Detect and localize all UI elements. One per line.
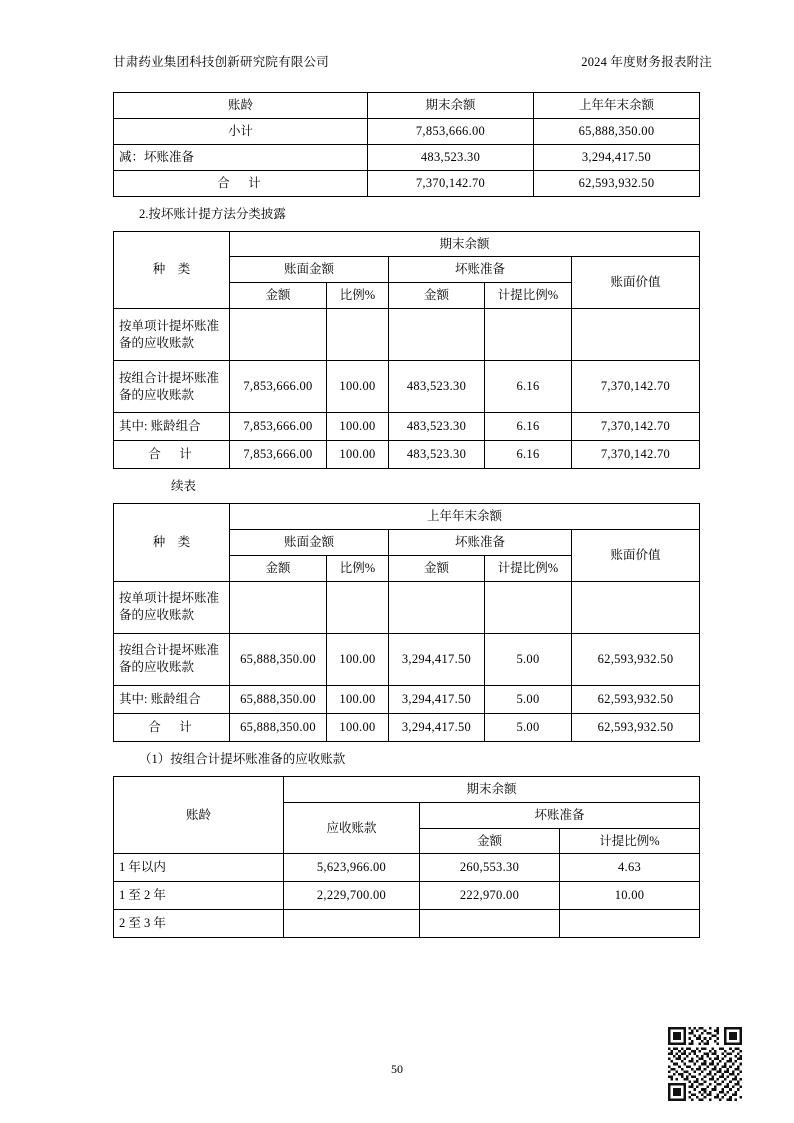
column-header-type: 种 类 — [114, 231, 230, 309]
page-header — [113, 52, 712, 70]
row-label: 合 计 — [114, 713, 230, 741]
row-end-balance: 7,853,666.00 — [368, 118, 534, 144]
row-label: 合 计 — [114, 170, 368, 196]
row-ratio — [327, 581, 389, 633]
column-header-period: 期末余额 — [230, 231, 700, 257]
row-ratio — [327, 309, 389, 361]
column-header-bad-debt: 坏账准备 — [420, 802, 700, 828]
column-header-end-balance: 期末余额 — [368, 93, 534, 119]
column-header-ratio: 比例% — [327, 283, 389, 309]
table-header-row — [114, 93, 700, 119]
row-amount: 7,853,666.00 — [230, 441, 327, 469]
column-header-aging: 账龄 — [114, 776, 284, 854]
aging-summary-table — [113, 92, 700, 197]
row-label: 按组合计提坏账准备的应收账款 — [114, 361, 230, 413]
continued-table-label: 续表 — [171, 479, 197, 494]
row-bad-amount: 483,523.30 — [389, 361, 485, 413]
column-header-ratio: 比例% — [327, 555, 389, 581]
column-header-bad-debt: 坏账准备 — [389, 530, 572, 556]
row-bad-amount: 483,523.30 — [389, 441, 485, 469]
column-header-period: 上年年末余额 — [230, 504, 700, 530]
table-row — [114, 633, 700, 685]
row-label: 其中: 账龄组合 — [114, 413, 230, 441]
row-bad-amount: 3,294,417.50 — [389, 685, 485, 713]
row-ratio: 100.00 — [327, 413, 389, 441]
row-accrual-rate: 5.00 — [485, 633, 572, 685]
row-book-value: 62,593,932.50 — [572, 713, 700, 741]
aging-portfolio-table — [113, 776, 700, 939]
row-ratio: 100.00 — [327, 685, 389, 713]
row-ratio: 100.00 — [327, 633, 389, 685]
column-header-bad-amount: 金额 — [389, 283, 485, 309]
row-label: 按单项计提坏账准备的应收账款 — [114, 309, 230, 361]
table-row — [114, 581, 700, 633]
row-label: 其中: 账龄组合 — [114, 685, 230, 713]
row-amount: 65,888,350.00 — [230, 633, 327, 685]
qr-code — [668, 1027, 742, 1101]
row-book-value: 7,370,142.70 — [572, 413, 700, 441]
page-content — [113, 92, 699, 938]
column-header-amount: 金额 — [230, 283, 327, 309]
row-label: 1 至 2 年 — [114, 882, 284, 910]
section-heading-3: （1）按组合计提坏账准备的应收账款 — [139, 751, 346, 766]
row-bad-amount: 483,523.30 — [389, 413, 485, 441]
row-accrual-rate — [485, 581, 572, 633]
row-end-balance: 7,370,142.70 — [368, 170, 534, 196]
row-prev-balance: 3,294,417.50 — [534, 144, 700, 170]
row-ratio: 100.00 — [327, 441, 389, 469]
table-row-total — [114, 170, 700, 196]
row-book-value: 62,593,932.50 — [572, 685, 700, 713]
page-number: 50 — [391, 1062, 403, 1076]
row-book-value — [572, 309, 700, 361]
column-header-book-amount: 账面金额 — [230, 530, 389, 556]
row-label: 按单项计提坏账准备的应收账款 — [114, 581, 230, 633]
column-header-accrual-rate: 计提比例% — [560, 828, 700, 854]
row-label: 合 计 — [114, 441, 230, 469]
column-header-book-value: 账面价值 — [572, 530, 700, 582]
row-label: 按组合计提坏账准备的应收账款 — [114, 633, 230, 685]
header-document-title: 2024 年度财务报表附注 — [581, 55, 712, 69]
row-prev-balance: 62,593,932.50 — [534, 170, 700, 196]
row-accrual-rate — [560, 910, 700, 938]
row-book-value: 7,370,142.70 — [572, 441, 700, 469]
row-accrual-rate: 6.16 — [485, 441, 572, 469]
table-row — [114, 910, 700, 938]
row-bad-amount — [420, 910, 560, 938]
table-row-total — [114, 441, 700, 469]
row-accrual-rate: 5.00 — [485, 685, 572, 713]
qr-code-image — [668, 1027, 742, 1101]
table-row-total — [114, 713, 700, 741]
table-row — [114, 118, 700, 144]
table-row — [114, 882, 700, 910]
table-header-row — [114, 504, 700, 530]
row-end-balance: 483,523.30 — [368, 144, 534, 170]
row-label: 小计 — [114, 118, 368, 144]
row-accrual-rate: 10.00 — [560, 882, 700, 910]
column-header-bad-amount: 金额 — [389, 555, 485, 581]
row-amount: 65,888,350.00 — [230, 685, 327, 713]
column-header-prev-balance: 上年年末余额 — [534, 93, 700, 119]
column-header-aging: 账龄 — [114, 93, 368, 119]
row-bad-amount — [389, 309, 485, 361]
column-header-accrual-rate: 计提比例% — [485, 283, 572, 309]
row-bad-amount: 3,294,417.50 — [389, 713, 485, 741]
row-label: 2 至 3 年 — [114, 910, 284, 938]
row-label: 1 年以内 — [114, 854, 284, 882]
row-accrual-rate: 6.16 — [485, 361, 572, 413]
row-accrual-rate — [485, 309, 572, 361]
column-header-book-amount: 账面金额 — [230, 257, 389, 283]
table-row — [114, 854, 700, 882]
row-bad-amount: 260,553.30 — [420, 854, 560, 882]
column-header-book-value: 账面价值 — [572, 257, 700, 309]
table-row — [114, 144, 700, 170]
row-accrual-rate: 6.16 — [485, 413, 572, 441]
row-label: 减：坏账准备 — [114, 144, 368, 170]
row-amount: 7,853,666.00 — [230, 361, 327, 413]
column-header-bad-amount: 金额 — [420, 828, 560, 854]
row-receivable: 5,623,966.00 — [284, 854, 420, 882]
bad-debt-method-current-table — [113, 231, 700, 470]
row-ratio: 100.00 — [327, 713, 389, 741]
row-amount — [230, 581, 327, 633]
row-bad-amount: 3,294,417.50 — [389, 633, 485, 685]
row-bad-amount — [389, 581, 485, 633]
column-header-accrual-rate: 计提比例% — [485, 555, 572, 581]
row-amount — [230, 309, 327, 361]
row-book-value: 7,370,142.70 — [572, 361, 700, 413]
table-row — [114, 413, 700, 441]
row-bad-amount: 222,970.00 — [420, 882, 560, 910]
row-receivable: 2,229,700.00 — [284, 882, 420, 910]
row-accrual-rate: 5.00 — [485, 713, 572, 741]
table-row — [114, 361, 700, 413]
table-header-row — [114, 776, 700, 802]
row-book-value — [572, 581, 700, 633]
column-header-bad-debt: 坏账准备 — [389, 257, 572, 283]
row-prev-balance: 65,888,350.00 — [534, 118, 700, 144]
row-ratio: 100.00 — [327, 361, 389, 413]
table-row — [114, 309, 700, 361]
table-header-row — [114, 231, 700, 257]
column-header-period: 期末余额 — [284, 776, 700, 802]
column-header-type: 种 类 — [114, 504, 230, 582]
row-accrual-rate: 4.63 — [560, 854, 700, 882]
column-header-amount: 金额 — [230, 555, 327, 581]
header-company-name: 甘肃药业集团科技创新研究院有限公司 — [113, 55, 329, 69]
row-receivable — [284, 910, 420, 938]
column-header-receivable: 应收账款 — [284, 802, 420, 854]
table-row — [114, 685, 700, 713]
section-heading-2: 2.按坏账计提方法分类披露 — [139, 206, 286, 221]
row-amount: 65,888,350.00 — [230, 713, 327, 741]
row-book-value: 62,593,932.50 — [572, 633, 700, 685]
row-amount: 7,853,666.00 — [230, 413, 327, 441]
bad-debt-method-previous-table — [113, 503, 700, 742]
